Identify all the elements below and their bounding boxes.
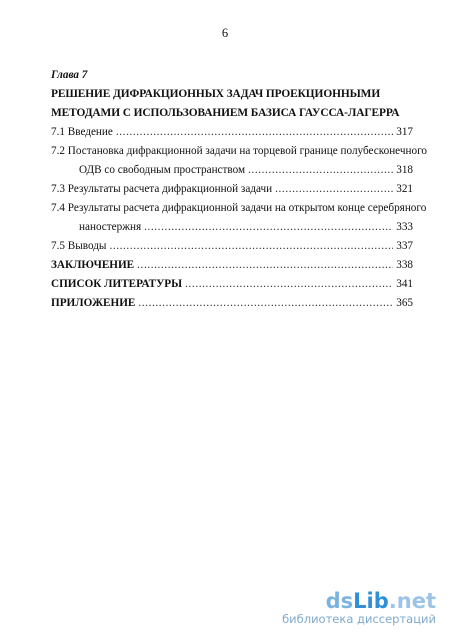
toc-entry-page: 317 [396, 126, 413, 138]
toc-entry-label: ЗАКЛЮЧЕНИЕ [51, 259, 135, 271]
toc-entry-page: 338 [396, 259, 413, 271]
toc-entry-problem-statement[interactable] [51, 142, 427, 180]
toc-leader-dots [109, 237, 393, 256]
toc-entry-page: 341 [396, 278, 413, 290]
chapter-label: Глава 7 [51, 69, 88, 81]
toc-leader-dots [248, 161, 393, 180]
toc-entry-introduction[interactable] [51, 123, 413, 142]
toc-leader-dots [137, 256, 393, 275]
toc-leader-dots [275, 180, 393, 199]
toc-leader-dots [144, 218, 393, 237]
toc-leader-dots [185, 275, 393, 294]
toc-leader-dots [116, 123, 393, 142]
toc-entry-conclusions[interactable] [51, 237, 413, 256]
toc-entry-page: 365 [396, 297, 413, 309]
toc-entry-results[interactable] [51, 180, 413, 199]
toc-entry-label: 7.2 Постановка дифракционной задачи на торцевой границе полубесконечного [51, 145, 427, 157]
toc-entry-label: 7.1 Введение [51, 126, 113, 138]
toc-entry-page: 337 [396, 240, 413, 252]
toc-entry-label: 7.3 Результаты расчета дифракционной задачи [51, 183, 273, 195]
toc-entry-conclusion[interactable] [51, 256, 413, 275]
dslib-subtitle: библиотека диссертаций [282, 612, 436, 626]
toc-entry-references[interactable] [51, 275, 413, 294]
table-of-contents [51, 66, 427, 313]
toc-entry-page: 318 [396, 164, 413, 176]
toc-leader-dots [138, 294, 393, 313]
dslib-logo: dsLib.net [325, 589, 436, 613]
toc-entry-page: 333 [396, 221, 413, 233]
dslib-watermark [282, 590, 436, 626]
toc-entry-label: 7.4 Результаты расчета дифракционной задачи на открытом конце серебряного [51, 202, 427, 214]
toc-entry-results-nanorod[interactable] [51, 199, 427, 237]
page-number: 6 [221, 26, 229, 40]
toc-entry-label: ПРИЛОЖЕНИЕ [51, 297, 136, 309]
chapter-title-line-1: РЕШЕНИЕ ДИФРАКЦИОННЫХ ЗАДАЧ ПРОЕКЦИОННЫМИ [51, 88, 381, 100]
toc-entry-page: 321 [396, 183, 413, 195]
toc-entry-label: СПИСОК ЛИТЕРАТУРЫ [51, 278, 183, 290]
toc-entry-label-continuation: ОДВ со свободным пространством [79, 164, 246, 176]
chapter-title-line-2: МЕТОДАМИ С ИСПОЛЬЗОВАНИЕМ БАЗИСА ГАУССА-ЛАГЕРРА [51, 107, 400, 119]
toc-entry-label: 7.5 Выводы [51, 240, 107, 252]
toc-entry-appendix[interactable] [51, 294, 413, 313]
toc-entry-label-continuation: наностержня [79, 221, 142, 233]
